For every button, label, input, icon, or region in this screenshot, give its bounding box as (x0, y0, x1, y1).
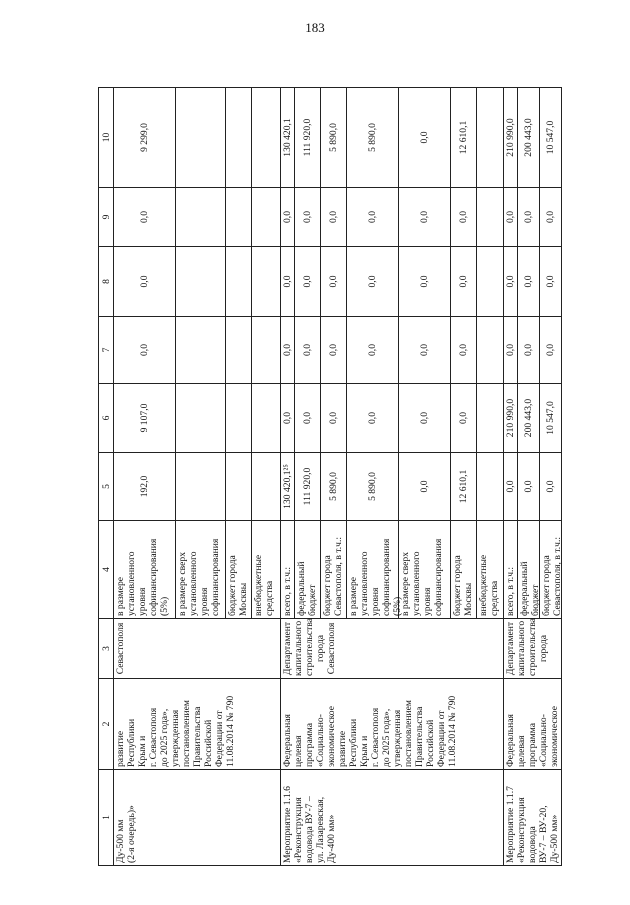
funding-source: внебюджетные средства (253, 554, 275, 616)
amount-value: 0,0 (451, 247, 477, 316)
amount-value (252, 453, 280, 520)
funding-source: бюджет города Москвы (451, 521, 477, 618)
amount-value (252, 247, 280, 316)
amount-value: 130 420,1 (281, 88, 295, 187)
funding-source: всего, в т.ч.: (281, 521, 295, 618)
amount-value: 5 890,0 (321, 88, 347, 187)
column-number-6: 6 (99, 384, 114, 453)
amount-value (226, 88, 252, 187)
amount-value (176, 188, 226, 246)
amount-value: 0,0 (399, 384, 451, 452)
amount-value: 0,0 (281, 188, 295, 246)
amount-value (176, 247, 226, 316)
amount-value: 0,0 (295, 188, 321, 246)
value-column-7 (504, 317, 562, 384)
value-column-10 (281, 88, 504, 188)
amount-value: 9 299,0 (114, 88, 176, 187)
section-row (114, 88, 281, 866)
amount-value: 0,0 (114, 317, 176, 383)
value-column-6 (114, 384, 281, 453)
activity-name: Мероприятие 1.1.6 «Реконструкция водовода ВУ-7 – ул. Лазаревская, Ду-400 мм» (281, 770, 504, 866)
amount-value: 5 890,0 (321, 453, 347, 520)
amount-value: 200 443,0 (518, 88, 540, 187)
amount-value: 0,0 (295, 317, 321, 383)
amount-value (226, 188, 252, 246)
amount-value (477, 188, 503, 246)
column-number-8: 8 (99, 247, 114, 317)
value-column-5 (281, 453, 504, 521)
amount-value: 130 420,1²⁵ (281, 453, 295, 520)
funding-source: бюджет города Севастополя, в т.ч.: (321, 521, 347, 618)
amount-value (477, 88, 503, 187)
amount-value (226, 247, 252, 316)
amount-value: 0,0 (518, 317, 540, 383)
funding-table (98, 87, 562, 866)
column-number-1: 1 (99, 770, 114, 866)
section-row (504, 88, 562, 866)
amount-value: 192,0 (114, 453, 176, 520)
amount-value: 0,0 (399, 88, 451, 187)
amount-value (252, 384, 280, 452)
section-row (281, 88, 504, 866)
funding-source: в размере установленного уровня софинансирования (5%) (347, 521, 399, 618)
amount-value: 0,0 (321, 247, 347, 316)
amount-value: 0,0 (451, 384, 477, 452)
amount-value: 0,0 (295, 384, 321, 452)
amount-value: 210 990,0 (504, 88, 518, 187)
value-column-6 (281, 384, 504, 453)
value-column-5 (504, 453, 562, 521)
amount-value: 0,0 (347, 188, 399, 246)
value-column-8 (504, 247, 562, 317)
amount-value: 0,0 (399, 247, 451, 316)
funding-source: в размере установленного уровня софинансирования (5%) (114, 521, 176, 618)
amount-value: 12 610,1 (451, 453, 477, 520)
amount-value (252, 88, 280, 187)
value-column-9 (114, 188, 281, 247)
funding-source: в размере сверх установленного уровня софинансирования (399, 521, 451, 618)
amount-value (226, 384, 252, 452)
amount-value: 0,0 (504, 247, 518, 316)
program-name: Федеральная целевая программа «Социально- экономическое (504, 679, 562, 770)
amount-value: 0,0 (347, 317, 399, 383)
amount-value: 9 107,0 (114, 384, 176, 452)
amount-value: 0,0 (347, 247, 399, 316)
funding-source-cell (114, 521, 281, 619)
amount-value: 0,0 (518, 188, 540, 246)
column-number-row (99, 88, 114, 866)
funding-source: в размере сверх установленного уровня софинансирования (176, 521, 226, 618)
value-column-10 (114, 88, 281, 188)
value-column-8 (281, 247, 504, 317)
funding-source: всего, в т.ч.: (504, 521, 518, 618)
amount-value (176, 317, 226, 383)
amount-value: 0,0 (399, 317, 451, 383)
executor: Севастополя (114, 619, 281, 679)
column-number-10: 10 (99, 88, 114, 188)
amount-value: 200 443,0 (518, 384, 540, 452)
amount-value: 0,0 (544, 344, 556, 356)
amount-value: 0,0 (504, 188, 518, 246)
amount-value (477, 453, 503, 520)
amount-value: 0,0 (347, 384, 399, 452)
amount-value: 0,0 (321, 188, 347, 246)
value-column-7 (281, 317, 504, 384)
executor: Департамент капитального строительства города (504, 619, 562, 679)
funding-source-cell (504, 521, 562, 619)
amount-value: 111 920,0 (295, 88, 321, 187)
page-number: 183 (305, 20, 325, 35)
value-column-5 (114, 453, 281, 521)
activity-name: Мероприятие 1.1.7 «Реконструкция водовода ВУ-7 – ВУ-20, Ду-500 мм» (504, 770, 562, 866)
amount-value: 0,0 (544, 211, 556, 223)
amount-value: 0,0 (281, 247, 295, 316)
column-number-9: 9 (99, 188, 114, 247)
amount-value: 10 547,0 (544, 401, 556, 435)
amount-value: 5 890,0 (347, 88, 399, 187)
amount-value: 0,0 (281, 317, 295, 383)
amount-value: 0,0 (114, 188, 176, 246)
value-column-10 (504, 88, 562, 188)
amount-value (176, 453, 226, 520)
column-number-3: 3 (99, 619, 114, 679)
program-name: Федеральная целевая программа «Социально- экономическое развитие Республики Крым и г. Севастополя до 2025 года», утвержденная постановлением Правительства Российской Федерации от 11.08.2014 № 790 (281, 679, 504, 770)
amount-value: 0,0 (295, 247, 321, 316)
amount-value: 0,0 (544, 275, 556, 288)
column-number-4: 4 (99, 521, 114, 619)
column-number-5: 5 (99, 453, 114, 521)
amount-value: 0,0 (321, 384, 347, 452)
amount-value: 0,0 (518, 453, 540, 520)
amount-value: 0,0 (504, 317, 518, 383)
amount-value: 210 990,0 (504, 384, 518, 452)
amount-value (226, 317, 252, 383)
amount-value: 0,0 (114, 247, 176, 316)
amount-value (477, 247, 503, 316)
value-column-9 (504, 188, 562, 247)
funding-source-cell (281, 521, 504, 619)
amount-value: 0,0 (504, 453, 518, 520)
amount-value: 5 890,0 (347, 453, 399, 520)
amount-value: 0,0 (399, 188, 451, 246)
amount-value (252, 317, 280, 383)
amount-value (176, 384, 226, 452)
funding-source: внебюджетные средства (478, 554, 500, 616)
column-number-7: 7 (99, 317, 114, 384)
rotated-table-container (98, 88, 563, 866)
amount-value: 0,0 (321, 317, 347, 383)
amount-value: 10 547,0 (544, 120, 556, 155)
funding-source: федеральный бюджет (295, 521, 321, 618)
funding-source: федеральный бюджет (518, 521, 540, 618)
value-column-9 (281, 188, 504, 247)
value-column-6 (504, 384, 562, 453)
amount-value (477, 384, 503, 452)
activity-name: Ду-500 мм (2-я очередь)» (114, 770, 281, 866)
amount-value: 111 920,0 (295, 453, 321, 520)
amount-value (176, 88, 226, 187)
column-number-2: 2 (99, 679, 114, 770)
table-body (99, 88, 562, 866)
amount-value: 0,0 (281, 384, 295, 452)
funding-source: бюджет города Москвы (226, 521, 252, 618)
amount-value (226, 453, 252, 520)
amount-value: 0,0 (451, 188, 477, 246)
program-name: развитие Республики Крым и г. Севастополя до 2025 года», утвержденная постановлением Правительства Российской Федерации от 11.08.2014 № 790 (114, 679, 281, 770)
amount-value: 0,0 (451, 317, 477, 383)
amount-value: 0,0 (518, 247, 540, 316)
amount-value (477, 317, 503, 383)
executor: Департамент капитального строительства города Севастополя (281, 619, 504, 679)
amount-value (252, 188, 280, 246)
value-column-7 (114, 317, 281, 384)
funding-source: бюджет города Севастополя, в т.ч.: (541, 536, 563, 616)
value-column-8 (114, 247, 281, 317)
amount-value: 0,0 (399, 453, 451, 520)
amount-value: 12 610,1 (451, 88, 477, 187)
amount-value: 0,0 (544, 480, 556, 493)
